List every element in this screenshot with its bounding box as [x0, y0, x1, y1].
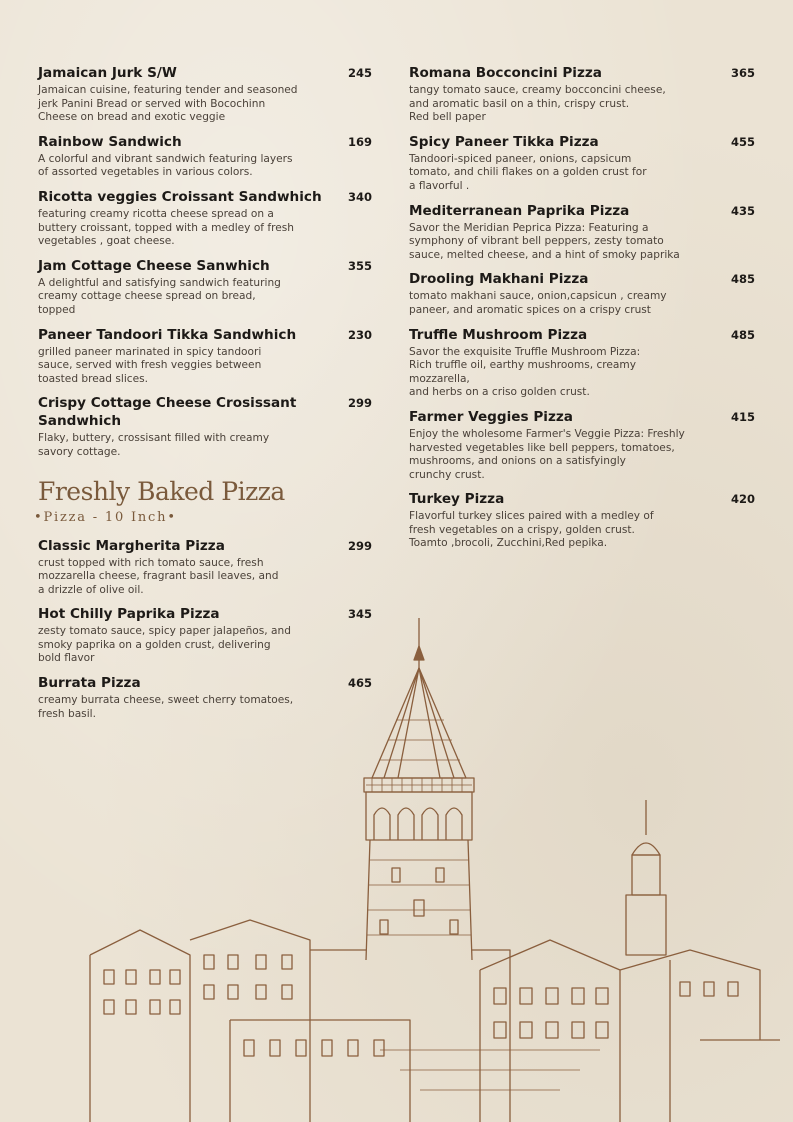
- menu-item-name: Truffle Mushroom Pizza: [409, 326, 588, 343]
- menu-item-description: tomato makhani sauce, onion,capsicun , creamy paneer, and aromatic spices on a crispy crust: [409, 290, 667, 316]
- menu-item-header: [409, 490, 755, 508]
- menu-item-name: Classic Margherita Pizza: [38, 537, 225, 554]
- menu-item-price: 435: [730, 203, 755, 218]
- menu-item-description: Enjoy the wholesome Farmer's Veggie Pizza: Freshly harvested vegetables like bell peppers, tomatoes, mushrooms, and onions on a satisfyingly crunchy crust.: [409, 427, 685, 481]
- menu-item-name: Ricotta veggies Croissant Sandwhich: [38, 188, 322, 205]
- menu-item: [38, 326, 372, 387]
- menu-item-description: Savor the exquisite Truffle Mushroom Pizza: Rich truffle oil, earthy mushrooms, creamy mozzarella, and herbs on a criso golden crust.: [409, 345, 641, 399]
- menu-item-name: Romana Bocconcini Pizza: [409, 65, 602, 81]
- menu-item-header: [38, 394, 372, 430]
- menu-item: [38, 537, 372, 598]
- menu-item: [409, 133, 755, 194]
- menu-item-header: [38, 64, 372, 82]
- menu-item-price: 365: [730, 66, 755, 80]
- menu-item: [38, 394, 372, 459]
- menu-item-header: [409, 202, 755, 220]
- menu-item: [409, 326, 755, 400]
- menu-item-name: Drooling Makhani Pizza: [409, 271, 589, 288]
- menu-item-header: [409, 270, 755, 288]
- menu-item-price: 485: [730, 272, 755, 287]
- menu-item-price: 340: [347, 189, 372, 204]
- menu-item-price: 230: [347, 327, 372, 342]
- menu-item: [38, 64, 372, 125]
- menu-item-header: [38, 133, 372, 151]
- menu-item-name: Paneer Tandoori Tikka Sandwhich: [38, 326, 297, 343]
- menu-item-price: 299: [347, 396, 372, 411]
- menu-item-description: Tandoori-spiced paneer, onions, capsicum tomato, and chili flakes on a golden crust for a flavorful .: [409, 152, 647, 192]
- menu-item-header: [38, 537, 372, 555]
- menu-item-header: [38, 257, 372, 275]
- section-subtitle: •Pizza - 10 Inch•: [34, 509, 177, 525]
- menu-item-price: 485: [730, 327, 755, 342]
- menu-item-header: [409, 408, 755, 426]
- menu-item: [409, 270, 755, 317]
- menu-item-description: featuring creamy ricotta cheese spread on a buttery croissant, topped with a medley of fresh vegetables , goat cheese.: [38, 207, 294, 248]
- right-column: [409, 64, 755, 559]
- menu-item-price: 465: [347, 676, 372, 691]
- menu-item-price: 245: [347, 66, 372, 80]
- menu-item-header: [38, 188, 372, 206]
- menu-item-name: Turkey Pizza: [409, 491, 505, 508]
- menu-item-header: [409, 133, 755, 151]
- menu-item-name: Jamaican Jurk S/W: [38, 65, 177, 81]
- menu-item-name: Crispy Cottage Cheese Crosissant Sandwhich: [38, 395, 297, 430]
- menu-item: [38, 257, 372, 318]
- menu-item-name: Burrata Pizza: [38, 675, 141, 692]
- menu-item-header: [38, 326, 372, 344]
- menu-item-description: grilled paneer marinated in spicy tandoori sauce, served with fresh veggies between toasted bread slices.: [38, 345, 262, 385]
- section-title: Freshly Baked Pizza: [38, 476, 285, 506]
- menu-item-name: Farmer Veggies Pizza: [409, 408, 573, 425]
- menu-item: [409, 408, 755, 482]
- menu-item-price: 299: [347, 538, 372, 553]
- pizza-list-right: [409, 64, 755, 551]
- menu-item-name: Hot Chilly Paprika Pizza: [38, 606, 220, 623]
- menu-item: [38, 188, 372, 249]
- menu-item-description: A delightful and satisfying sandwich featuring creamy cottage cheese spread on bread, topped: [38, 276, 281, 316]
- menu-item-description: Flaky, buttery, crossisant filled with creamy savory cottage.: [38, 432, 270, 458]
- menu-item-price: 455: [730, 134, 755, 149]
- menu-item-name: Jam Cottage Cheese Sanwhich: [38, 257, 270, 274]
- menu-item-price: 169: [347, 134, 372, 149]
- menu-item-description: Jamaican cuisine, featuring tender and seasoned jerk Panini Bread or served with Bocochinn Cheese on bread and exotic veggie: [38, 84, 298, 124]
- menu-item-header: [409, 326, 755, 344]
- menu-item: [38, 133, 372, 180]
- menu-item: [409, 490, 755, 551]
- menu-item-name: Mediterranean Paprika Pizza: [409, 202, 630, 219]
- menu-item-description: Savor the Meridian Peprica Pizza: Featuring a symphony of vibrant bell peppers, zesty tomato sauce, melted cheese, and a hint of smoky paprika: [409, 221, 680, 261]
- menu-item-description: A colorful and vibrant sandwich featuring layers of assorted vegetables in various colors.: [38, 152, 293, 179]
- menu-item-price: 355: [347, 258, 372, 273]
- menu-item: [409, 64, 755, 125]
- menu-item-header: [409, 64, 755, 82]
- sandwich-list: [38, 64, 372, 460]
- menu-item-description: zesty tomato sauce, spicy paper jalapeños, and smoky paprika on a golden crust, delivering bold flavor: [38, 625, 291, 665]
- menu-item-description: creamy burrata cheese, sweet cherry tomatoes, fresh basil.: [38, 694, 294, 720]
- menu-item-description: Flavorful turkey slices paired with a medley of fresh vegetables on a crispy, golden crust. Toamto ,brocoli, Zucchini,Red pepika.: [409, 510, 654, 550]
- menu-item-price: 415: [730, 409, 755, 424]
- menu-item-description: crust topped with rich tomato sauce, fresh mozzarella cheese, fragrant basil leaves, and a drizzle of olive oil.: [38, 556, 279, 596]
- menu-item-name: Spicy Paneer Tikka Pizza: [409, 133, 599, 150]
- menu-item-price: 345: [347, 607, 372, 622]
- menu-item-name: Rainbow Sandwich: [38, 133, 182, 150]
- menu-item-price: 420: [730, 492, 755, 507]
- menu-item-description: tangy tomato sauce, creamy bocconcini cheese, and aromatic basil on a thin, crispy crust. Red bell paper: [409, 84, 666, 124]
- galata-tower-sketch-icon: [80, 610, 793, 1122]
- menu-item: [409, 202, 755, 263]
